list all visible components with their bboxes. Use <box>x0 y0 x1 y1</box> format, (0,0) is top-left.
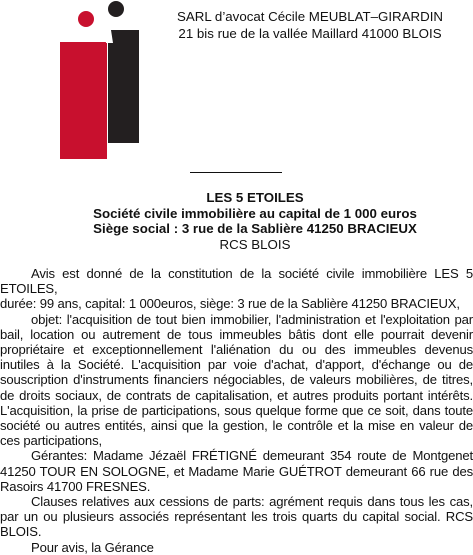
firm-name: SARL d’avocat Cécile MEUBLAT–GIRARDIN <box>176 9 444 24</box>
company-seat: Siège social : 3 rue de la Sablière 41250 BRACIEUX <box>93 221 417 236</box>
company-registry: RCS BLOIS <box>219 236 291 252</box>
logo-black-bar <box>108 30 139 143</box>
logo-black-dot <box>108 1 124 17</box>
company-name: LES 5 ETOILES <box>206 190 304 205</box>
firm-address: 21 bis rue de la vallée Maillard 41000 BLOIS <box>178 26 442 41</box>
firm-header <box>150 8 470 42</box>
company-heading <box>60 190 450 252</box>
company-type-capital: Société civile immobilière au capital de 1 000 euros <box>93 205 417 221</box>
separator-rule <box>190 172 282 173</box>
notice-paragraph-intro: Avis est donné de la constitution de la société civile immobilière LES 5 ETOILES, <box>0 266 473 297</box>
notice-body <box>0 266 473 555</box>
logo-red-bar <box>60 42 107 159</box>
notice-paragraph-managers: Gérantes: Madame Jézaël FRÉTIGNÉ demeurant 354 route de Montgenet 41250 TOUR EN SOLOGNE, et Madame Marie GUÉTROT demeurant 66 rue des Rasoirs 41700 FRESNES. <box>0 448 473 494</box>
logo-red-dot <box>78 11 94 27</box>
notice-paragraph-purpose: objet: l'acquisition de tout bien immobilier, l'administration et l'exploitation par bail, location ou autrement de tous immeubles bâtis dont elle pourrait devenir propriétaire et exceptionnellement l'aliénation du ou des immeubles devenus inutiles à la Société. L'acquisition par voie d'achat, d'apport, d'échange ou de souscription d'instruments financiers négociables, de valeurs mobilières, de titres, de droits sociaux, de contrats de capitalisation, et autres produits portant intérêts. L'acquisition, la prise de participations, sous quelque forme que ce soit, dans toute société ou autres entités, ainsi que la gestion, le contrôle et la mise en valeur de ces participations, <box>0 311 473 449</box>
firm-logo <box>60 0 142 160</box>
notice-paragraph-transfer-clauses: Clauses relatives aux cessions de parts: agrément requis dans tous les cas, par un ou plusieurs associés représentant les trois quarts du capital social. RCS BLOIS. <box>0 494 473 540</box>
notice-paragraph-signature: Pour avis, la Gérance <box>31 539 154 555</box>
notice-paragraph-terms: durée: 99 ans, capital: 1 000euros, siège: 3 rue de la Sablière 41250 BRACIEUX, <box>0 296 460 312</box>
